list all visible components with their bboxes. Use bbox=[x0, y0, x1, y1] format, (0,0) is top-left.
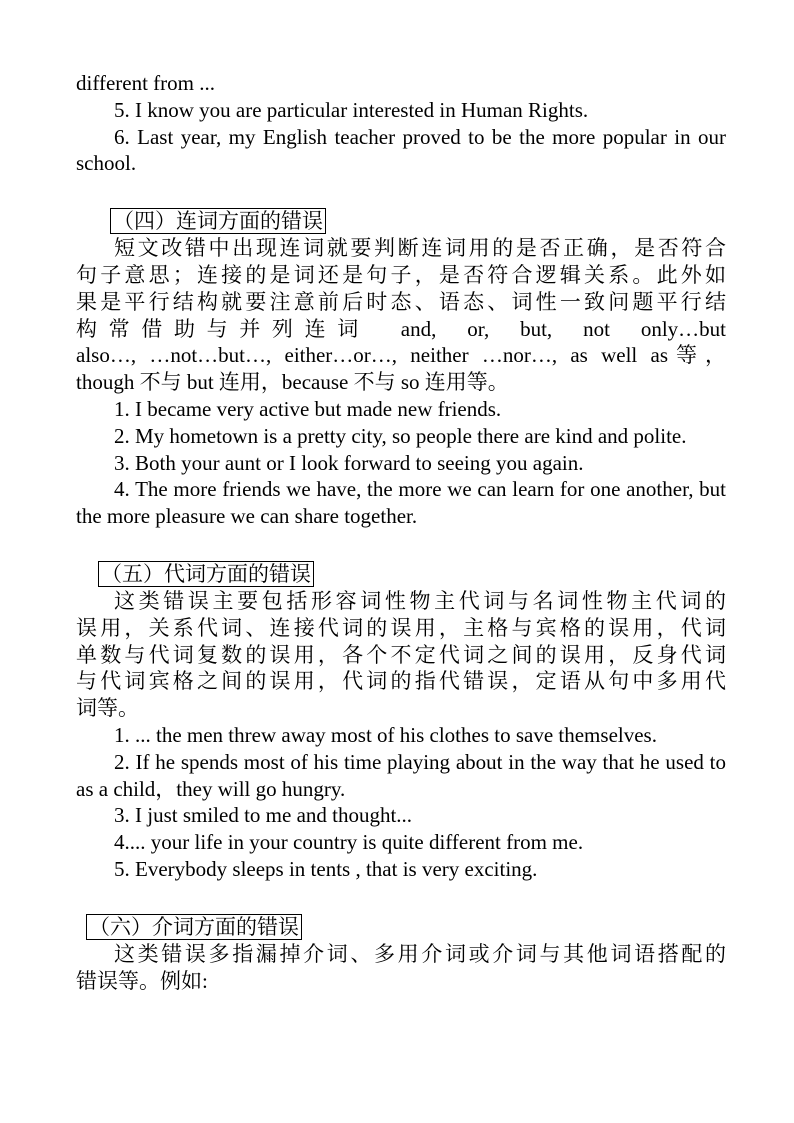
paragraph-line: 单数与代词复数的误用，各个不定代词之间的误用，反身代词 bbox=[76, 642, 726, 667]
paragraph-line: 错误等。例如: bbox=[76, 968, 208, 993]
paragraph-line: 词等。 bbox=[76, 696, 139, 721]
list-item: 3. Both your aunt or I look forward to seeing you again. bbox=[114, 450, 584, 475]
paragraph-line: 这类错误主要包括形容词性物主代词与名词性物主代词的 bbox=[114, 588, 726, 613]
list-item: 4. The more friends we have, the more we can learn for one another, but the more pleasure we can share together. bbox=[76, 477, 726, 529]
paragraph-line: 果是平行结构就要注意前后时态、语态、词性一致问题平行结 bbox=[76, 289, 726, 314]
spacer bbox=[76, 883, 726, 914]
section-heading: （六）介词方面的错误 bbox=[86, 914, 302, 940]
list-item: 2. If he spends most of his time playing about in the way that he used to as a child，they will go hungry. bbox=[76, 749, 726, 801]
paragraph-line: also…, …not…but…, either…or…, neither …nor…, as well as等， bbox=[76, 343, 726, 368]
list-item: 4.... your life in your country is quite different from me. bbox=[114, 830, 584, 855]
spacer bbox=[76, 177, 726, 208]
section-heading: （五）代词方面的错误 bbox=[98, 561, 314, 587]
continued-line: different from ... bbox=[76, 71, 215, 95]
list-item: 5. Everybody sleeps in tents , that is very exciting. bbox=[114, 856, 538, 881]
list-item: 1. ... the men threw away most of his clothes to save themselves. bbox=[114, 722, 657, 747]
list-item: 3. I just smiled to me and thought... bbox=[114, 803, 413, 828]
paragraph-line: 短文改错中出现连词就要判断连词用的是否正确，是否符合 bbox=[114, 236, 726, 261]
spacer bbox=[76, 530, 726, 561]
paragraph-line: though 不与 but 连用，because 不与 so 连用等。 bbox=[76, 370, 509, 395]
list-item: 1. I became very active but made new friends. bbox=[114, 396, 502, 421]
paragraph-line: 与代词宾格之间的误用，代词的指代错误，定语从句中多用代 bbox=[76, 669, 726, 694]
section-heading-wrap bbox=[76, 208, 726, 235]
list-item: 6. Last year, my English teacher proved to be the more popular in our school. bbox=[76, 124, 726, 176]
section-heading-wrap bbox=[76, 914, 726, 941]
paragraph-line: 误用，关系代词、连接代词的误用，主格与宾格的误用，代词 bbox=[76, 615, 726, 640]
section-heading: （四）连词方面的错误 bbox=[110, 208, 326, 234]
paragraph-line: 这类错误多指漏掉介词、多用介词或介词与其他词语搭配的 bbox=[114, 941, 726, 966]
list-item: 5. I know you are particular interested in Human Rights. bbox=[114, 97, 589, 122]
document-page bbox=[76, 70, 726, 994]
paragraph-line: 句子意思；连接的是词还是句子，是否符合逻辑关系。此外如 bbox=[76, 262, 726, 287]
list-item: 2. My hometown is a pretty city, so people there are kind and polite. bbox=[114, 423, 687, 448]
section-heading-wrap bbox=[76, 561, 726, 588]
paragraph-line: 构常借助与并列连词 and, or, but, not only…but bbox=[76, 316, 726, 341]
